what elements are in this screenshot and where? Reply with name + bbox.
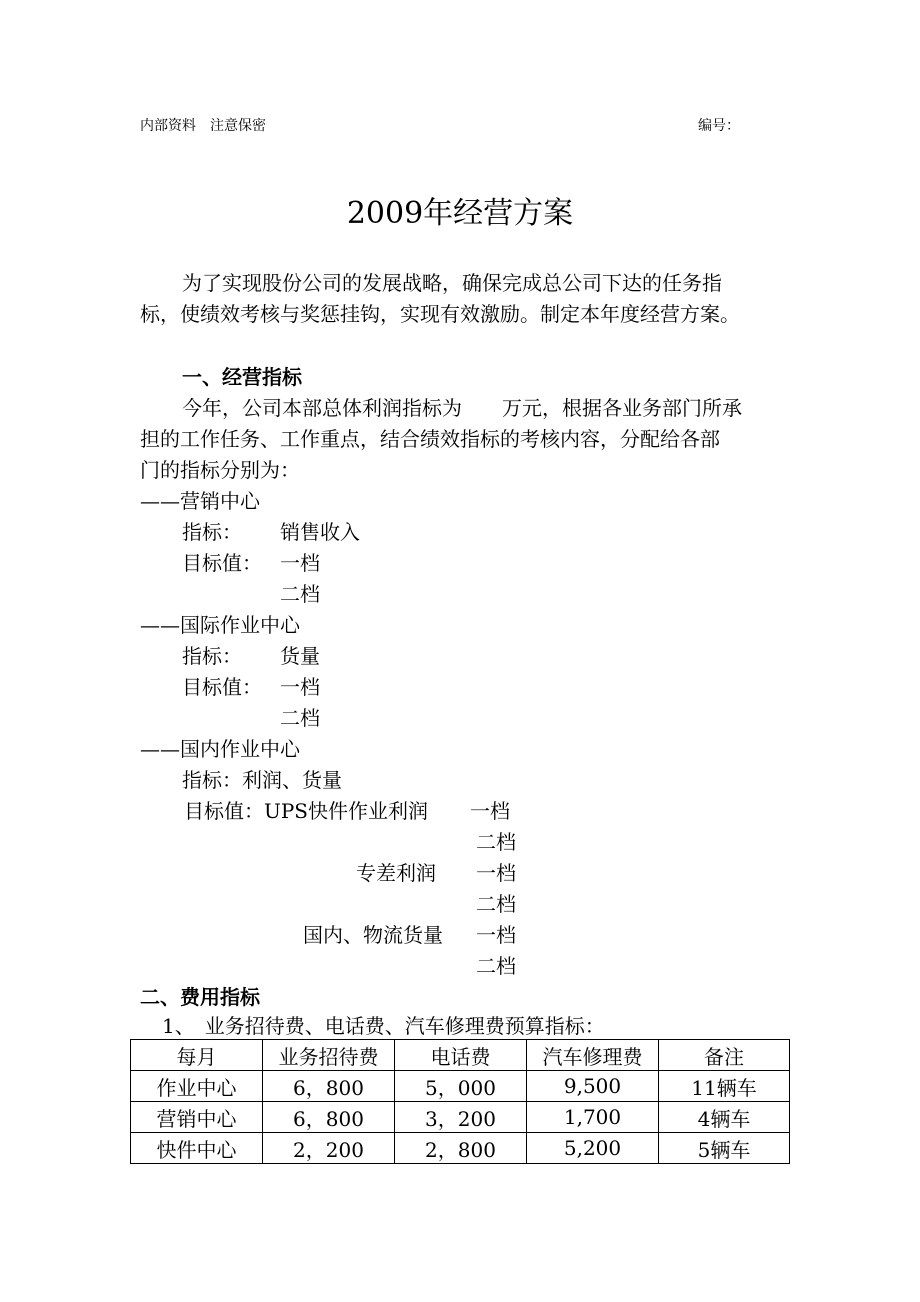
table-cell: 快件中心 [131,1133,263,1164]
table-header-cell: 业务招待费 [263,1040,395,1071]
confidential-label: 内部资料 注意保密 [140,118,266,134]
table-row [131,1133,790,1164]
expense-budget-table [130,1039,790,1164]
document-number-label: 编号： [698,118,740,134]
table-cell: 4辆车 [659,1102,790,1133]
table-cell: 2，800 [395,1133,527,1164]
international-target-label: 目标值： [182,675,262,699]
expense-item-1: 1、 业务招待费、电话费、汽车修理费预算指标： [162,1014,605,1038]
table-header-cell: 每月 [131,1040,263,1071]
logistics-tier-1: 一档 [476,923,516,947]
domestic-indicator: 指标：利润、货量 [182,768,342,792]
table-cell: 11辆车 [659,1071,790,1102]
international-tier-2: 二档 [280,706,320,730]
international-tier-1: 一档 [280,675,320,699]
domestic-center-title: ——国内作业中心 [140,737,300,761]
marketing-tier-2: 二档 [280,582,320,606]
intro-line-1: 为了实现股份公司的发展战略，确保完成总公司下达的任务指 [182,271,722,295]
table-header-cell: 电话费 [395,1040,527,1071]
table-cell: 1,700 [527,1102,659,1133]
international-indicator-label: 指标： [182,644,242,668]
page-title: 2009年经营方案 [346,196,574,231]
table-cell: 3，200 [395,1102,527,1133]
section-heading-expenses: 二、费用指标 [140,985,260,1009]
table-cell: 6，800 [263,1071,395,1102]
table-cell: 5，000 [395,1071,527,1102]
domestic-target-label: 目标值：UPS快件作业利润 [184,799,429,823]
ups-tier-2: 二档 [476,830,516,854]
special-profit-label: 专差利润 [356,861,436,885]
table-cell: 作业中心 [131,1071,263,1102]
marketing-indicator-label: 指标： [182,520,242,544]
special-tier-1: 一档 [476,861,516,885]
table-row [131,1102,790,1133]
marketing-indicator-value: 销售收入 [280,520,360,544]
international-indicator-value: 货量 [280,644,320,668]
table-cell: 9,500 [527,1071,659,1102]
table-cell: 2，200 [263,1133,395,1164]
table-cell: 6，800 [263,1102,395,1133]
section1-paragraph-line-1: 今年，公司本部总体利润指标为 万元，根据各业务部门所承 [182,396,742,420]
section1-paragraph-line-2: 担的工作任务、工作重点，结合绩效指标的考核内容，分配给各部 [140,427,720,451]
logistics-tier-2: 二档 [476,954,516,978]
ups-tier-1: 一档 [470,799,510,823]
intro-line-2: 标，使绩效考核与奖惩挂钩，实现有效激励。制定本年度经营方案。 [140,302,740,326]
section1-paragraph-line-3: 门的指标分别为： [140,458,300,482]
table-cell: 营销中心 [131,1102,263,1133]
marketing-tier-1: 一档 [280,551,320,575]
special-tier-2: 二档 [476,892,516,916]
marketing-target-label: 目标值： [182,551,262,575]
table-cell: 5,200 [527,1133,659,1164]
table-row [131,1071,790,1102]
table-cell: 5辆车 [659,1133,790,1164]
table-header-cell: 备注 [659,1040,790,1071]
section-heading-operations: 一、经营指标 [182,365,302,389]
table-header-row [131,1040,790,1071]
logistics-volume-label: 国内、物流货量 [303,923,443,947]
international-center-title: ——国际作业中心 [140,613,300,637]
marketing-center-title: ——营销中心 [140,489,260,513]
table-header-cell: 汽车修理费 [527,1040,659,1071]
